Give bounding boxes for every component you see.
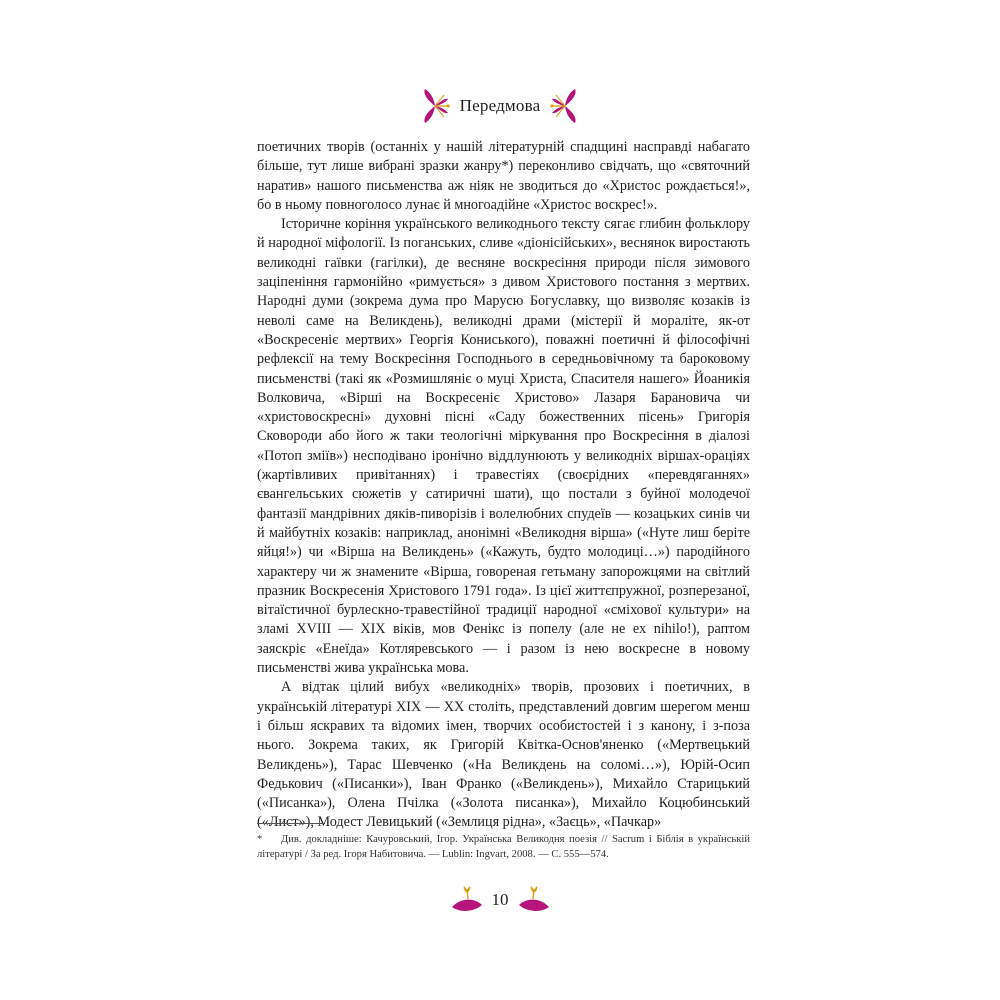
floral-ornament-right-icon <box>550 86 580 126</box>
footnote-divider <box>257 823 325 824</box>
paragraph-1: поетичних творів (останніх у нашій літературній спадщині насправді набагато більше, тут лише вибрані зразки жанру*) переконливо свідчать, що «святочний наратив» нашого письменства аж ніяк не зводиться до «Христос рождається!», бо в ньому повноголосо лунає й многоадійне «Христос воскрес!». <box>257 139 750 213</box>
footnote-mark: * <box>257 834 263 845</box>
running-header <box>0 84 1000 128</box>
paragraph-3: А відтак цілий вибух «великодніх» творів, прозових і поетичних, в українській літературі XIX — XX століть, представлений довгим шерегом менш і більш яскравих та відомих імен, творчих особистостей і з канону, і з-поза нього. Зокрема таких, як Григорій Квітка-Основ'яненко («Мертвецький Великдень»), Тарас Шевченко («На Великдень на соломі…»), Юрій-Осип Федькович («Писанки»), Іван Франко («Великдень»), Михайло Старицький («Писанка»), Олена Пчілка («Золота писанка»), Михайло Коцюбинський («Лист»), Модест Левицький («Землиця рідна», «Заєць», «Пачкар» <box>257 679 750 831</box>
section-title: Передмова <box>459 96 541 115</box>
footnote <box>257 832 750 862</box>
paragraph-2: Історичне коріння українського великоднього тексту сягає глибин фольклору й народної міфології. Із поганських, сливе «діонісійських», веснянок виростають великодні гаївки (гагілки), де весняне воскресіння природи після зимового заціпеніння гармонійно «римується» з дивом Христового постання з мертвих. Народні думи (зокрема дума про Марусю Богуславку, що визволяє козаків із неволі саме на Великдень), великодні драми (містерії й мораліте, як-от «Воскресеніє мертвих» Георгія Кониського), поважні поетичні й філософічні рефлексії на тему Воскресіння Господнього в середньовічному та бароковому письменстві (такі як «Розмишляніє о муці Христа, Спасителя нашего» Йоаникія Волковича, «Вірші на Воскресеніє Христово» Лазаря Барановича чи «христовоскресні» духовні пісні «Саду божественних пісень» Григорія Сковороди або його ж таки теологічні міркування про Воскресіння в діалозі «Потоп зміїв») несподівано іронічно віддлунюють у великодніх віршах-ораціях (жартівливих привітаннях) і травестіях (своєрідних «перевдяганнях» євангельських сюжетів у сатиричні шати), що постали з буйної молодечої фантазії мандрівних дяків-пиворізів і волелюбних спудеїв — козацьких синів чи й майбутніх козаків: наприклад, анонімні «Великодня вірша» («Нуте лиш беріте яйця!») чи «Вірша на Великдень» («Кажуть, будто молодиці…») пародійного характеру чи ж знамените «Вірша, говореная гетьману запорожцями на світлий празник Воскресенія Христового 1791 года». Із цієї життєпружної, розперезаної, вітаїстичної бурлескно-травестійної традиції народної «сміхової культури» на зламі XVIII — XIX віків, мов Фенікс із попелу (але не ex nihilo!), раптом заяскріє «Енеїда» Котляревського — і разом із нею воскресне в новому письменстві жива українська мова. <box>257 216 750 677</box>
main-text <box>257 138 750 833</box>
leaf-ornament-right-icon <box>517 885 551 915</box>
leaf-ornament-left-icon <box>450 885 484 915</box>
page-footer <box>0 880 1000 920</box>
page-number: 10 <box>491 890 509 909</box>
footnote-text: Див. докладніше: Качуровський, Ігор. Українська Великодня поезія // Sacrum і Біблія в українській літературі / За ред. Ігоря Набитовича. — Lublin: Ingvart, 2008. — С. 555—574. <box>257 834 750 860</box>
floral-ornament-left-icon <box>420 86 450 126</box>
